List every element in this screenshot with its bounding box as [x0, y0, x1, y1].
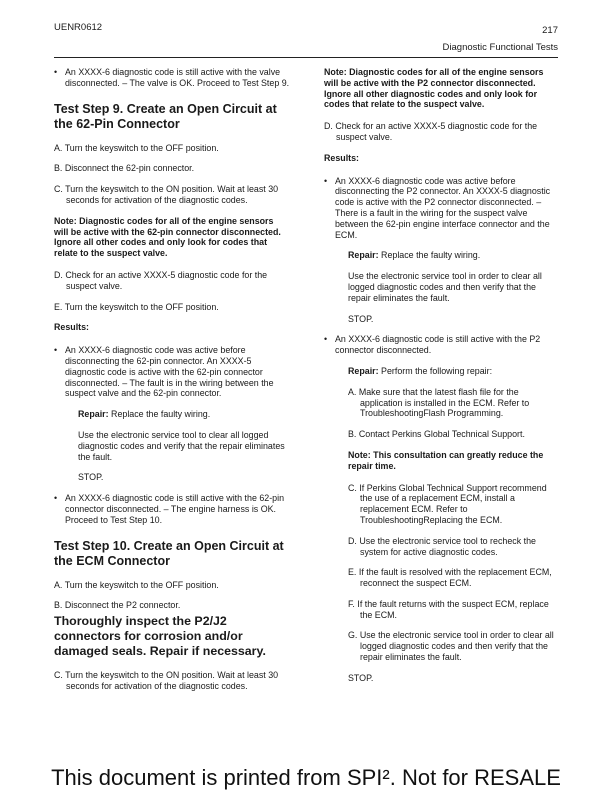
header-right	[443, 22, 558, 56]
repair-label: Repair:	[348, 365, 379, 376]
page-number: 217	[542, 25, 558, 36]
step9-e: E. Turn the keyswitch to the OFF position.	[54, 301, 219, 312]
repair-text: Replace the faulty wiring.	[108, 409, 211, 420]
step9-b: B. Disconnect the 62-pin connector.	[54, 163, 195, 174]
watermark-footer: This document is printed from SPI². Not for RESALE	[51, 765, 561, 790]
repair-block	[54, 409, 290, 483]
heading-test-step-10: Test Step 10. Create an Open Circuit at the ECM Connector	[54, 538, 284, 568]
result-still-active: • An XXXX-6 diagnostic code is still active with the P2 connector disconnected.	[324, 334, 560, 356]
repair-label: Repair:	[348, 250, 379, 261]
header-rule	[54, 57, 558, 58]
step10-note: Note: Diagnostic codes for all of the engine sensors will be active with the P2 connector disconnected. Ignore all other diagnostic codes and only look for codes that relate to the suspect valve.	[324, 67, 544, 110]
stop-text: STOP.	[348, 313, 374, 324]
header-doc-id: UENR0612	[54, 22, 103, 33]
step10-c: C. Turn the keyswitch to the ON position. Wait at least 30 seconds for activation of the diagnostic codes.	[54, 670, 279, 691]
repair-step-f: F. If the fault returns with the suspect ECM, replace the ECM.	[348, 598, 549, 620]
repair-step-g: G. Use the electronic service tool in order to clear all logged diagnostic codes and then verify that the repair eliminates the fault.	[348, 630, 554, 663]
repair-step-c: C. If Perkins Global Technical Support recommend the use of a replacement ECM, install a replacement ECM. Refer to TroubleshootingReplacing the ECM.	[348, 482, 547, 525]
stop-text: STOP.	[78, 472, 104, 483]
repair-step-e: E. If the fault is resolved with the replacement ECM, reconnect the suspect ECM.	[348, 567, 552, 589]
step9-note: Note: Diagnostic codes for all of the engine sensors will be active with the 62-pin connector disconnected. Ignore all other codes and only look for codes that relate to the suspect valve.	[54, 215, 281, 259]
step10-d: D. Check for an active XXXX-5 diagnostic code for the suspect valve.	[324, 121, 538, 142]
repair-label: Repair:	[78, 409, 109, 420]
right-column	[324, 67, 560, 694]
result-fault-wiring-ecm: • An XXXX-6 diagnostic code was active before disconnecting the P2 connector. An XXXX-5 diagnostic code is active with the P2 connector disconnected. – There is a fault in the wiring for the suspect valve between the 62-pin engine interface connector and the ECM.	[324, 176, 560, 241]
repair-text: Replace the faulty wiring.	[378, 250, 481, 261]
stop-text: STOP.	[348, 672, 374, 683]
inspect-connectors-warning: Thoroughly inspect the P2/J2 connectors for corrosion and/or damaged seals. Repair if necessary.	[54, 614, 266, 659]
repair-step-d: D. Use the electronic service tool to recheck the system for active diagnostic codes.	[348, 535, 536, 557]
repair-line	[78, 409, 290, 420]
repair-procedure	[324, 366, 560, 684]
bullet-valve-ok: • An XXXX-6 diagnostic code is still active with the valve disconnected. – The valve is OK. Proceed to Test Step 9.	[54, 67, 290, 89]
repair-step-a: A. Make sure that the latest flash file for the application is installed in the ECM. Refer to TroubleshootingFlash Programming.	[348, 386, 530, 419]
step9-c: C. Turn the keyswitch to the ON position. Wait at least 30 seconds for activation of the diagnostic codes.	[54, 184, 279, 205]
step9-a: A. Turn the keyswitch to the OFF position.	[54, 142, 219, 153]
results-label: Results:	[54, 322, 90, 333]
repair-block	[324, 250, 560, 324]
left-column	[54, 67, 290, 702]
result-fault-wiring: • An XXXX-6 diagnostic code was active before disconnecting the 62-pin connector. An XXXX-5 diagnostic code is active with the 62-pin connector disconnected. – The fault is in the wiring between the suspect valve and the 62-pin connector.	[54, 345, 290, 399]
repair-step-b: B. Contact Perkins Global Technical Support.	[348, 429, 525, 440]
heading-test-step-9: Test Step 9. Create an Open Circuit at the 62-Pin Connector	[54, 101, 277, 131]
repair-line	[348, 366, 560, 377]
step10-b: B. Disconnect the P2 connector.	[54, 600, 181, 611]
repair-text: Perform the following repair:	[378, 365, 493, 376]
result-harness-ok: • An XXXX-6 diagnostic code is still active with the 62-pin connector disconnected. – The engine harness is OK. Proceed to Test Step 10.	[54, 493, 290, 525]
repair-note: Note: This consultation can greatly reduce the repair time.	[348, 449, 544, 471]
repair-clear-codes: Use the electronic service tool to clear all logged diagnostic codes and verify that the repair eliminates the fault.	[78, 429, 285, 462]
step9-d: D. Check for an active XXXX-5 diagnostic code for the suspect valve.	[54, 269, 268, 291]
repair-line	[348, 250, 560, 261]
section-title: Diagnostic Functional Tests	[442, 42, 558, 53]
repair-clear-codes: Use the electronic service tool in order to clear all logged diagnostic codes and then verify that the repair eliminates the fault.	[348, 271, 542, 303]
results-label: Results:	[324, 152, 360, 163]
step10-a: A. Turn the keyswitch to the OFF position.	[54, 579, 219, 590]
